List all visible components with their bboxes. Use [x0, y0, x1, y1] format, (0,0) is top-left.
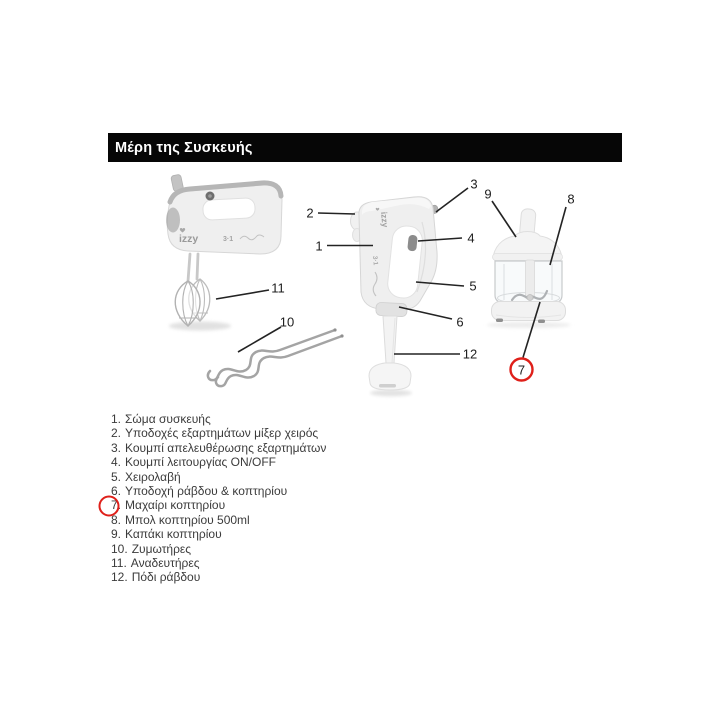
callout-label-3: 3: [470, 176, 478, 192]
parts-list-item-highlighted: [111, 498, 326, 512]
parts-list-item: [111, 556, 326, 570]
part-text: Πόδι ράβδου: [131, 570, 201, 585]
part-number: 11.: [111, 555, 127, 570]
part-text: Ζυμωτήρες: [131, 541, 192, 556]
parts-list-item: [111, 527, 326, 541]
brand-logo-mixer: izzy: [179, 233, 199, 245]
parts-list-item: [111, 513, 326, 527]
parts-list-item: [111, 542, 326, 556]
callout-label-4: 4: [467, 230, 475, 246]
part-number: 4.: [111, 455, 122, 470]
callout-line-10: [238, 327, 281, 352]
parts-list-item: [111, 570, 326, 584]
dough-hooks-illustration: [208, 328, 344, 386]
parts-list-item: [111, 412, 326, 426]
callout-label-2: 2: [306, 205, 314, 221]
part-number: 8.: [111, 512, 122, 527]
callout-label-6: 6: [456, 314, 464, 330]
callout-label-10: 10: [279, 314, 295, 330]
part-number: 3.: [111, 440, 122, 455]
part-number: 9.: [111, 527, 122, 542]
hand-blender-illustration: [351, 197, 439, 396]
part-text: Σώμα συσκευής: [125, 412, 211, 426]
callout-label-5: 5: [469, 278, 477, 294]
part-text: Αναδευτήρες: [130, 555, 200, 570]
part-text: Καπάκι κοπτηρίου: [125, 527, 222, 542]
callout-label-11: 11: [271, 280, 285, 296]
parts-list: [111, 412, 326, 585]
part-number: 1.: [111, 412, 122, 426]
callout-label-12: 12: [462, 346, 478, 362]
part-number: 7.: [111, 498, 122, 513]
part-number: 12.: [111, 570, 128, 585]
parts-list-item: [111, 484, 326, 498]
part-number: 10.: [111, 541, 128, 556]
parts-list-item: [111, 441, 326, 455]
part-text: Υποδοχή ράβδου & κοπτηρίου: [125, 483, 288, 498]
part-text: Μπολ κοπτηρίου 500ml: [125, 512, 250, 527]
section-header-bar: [108, 133, 622, 162]
part-number: 5.: [111, 469, 122, 484]
hand-mixer-illustration: [166, 174, 282, 330]
part-text: Κουμπί λειτουργίας ON/OFF: [125, 455, 276, 470]
parts-list-item: [111, 426, 326, 440]
callout-label-1: 1: [315, 238, 323, 254]
callout-label-9: 9: [484, 186, 492, 202]
parts-diagram-svg: [100, 160, 620, 408]
page-title: Μέρη της Συσκευής: [115, 139, 253, 156]
model-text-blender: 3·1: [371, 255, 379, 266]
callout-line-3: [436, 188, 468, 212]
part-text: Κουμπί απελευθέρωσης εξαρτημάτων: [125, 440, 327, 455]
parts-list-item: [111, 470, 326, 484]
model-text-mixer: 3·1: [223, 236, 234, 243]
callout-label-8: 8: [567, 191, 575, 207]
parts-list-item: [111, 455, 326, 469]
part-text: Μαχαίρι κοπτηρίου: [125, 498, 226, 513]
parts-diagram: [100, 160, 620, 408]
callout-line-2: [318, 213, 355, 214]
part-number: 2.: [111, 426, 122, 441]
chopper-bowl-illustration: [487, 208, 571, 328]
brand-logo-blender: izzy: [379, 211, 391, 228]
part-number: 6.: [111, 483, 122, 498]
callout-line-9: [492, 201, 516, 237]
part-text: Χειρολαβή: [125, 469, 181, 484]
part-text: Υποδοχές εξαρτημάτων μίξερ χειρός: [125, 426, 319, 441]
callout-label-7: 7: [517, 362, 526, 378]
callout-line-11: [216, 290, 269, 299]
